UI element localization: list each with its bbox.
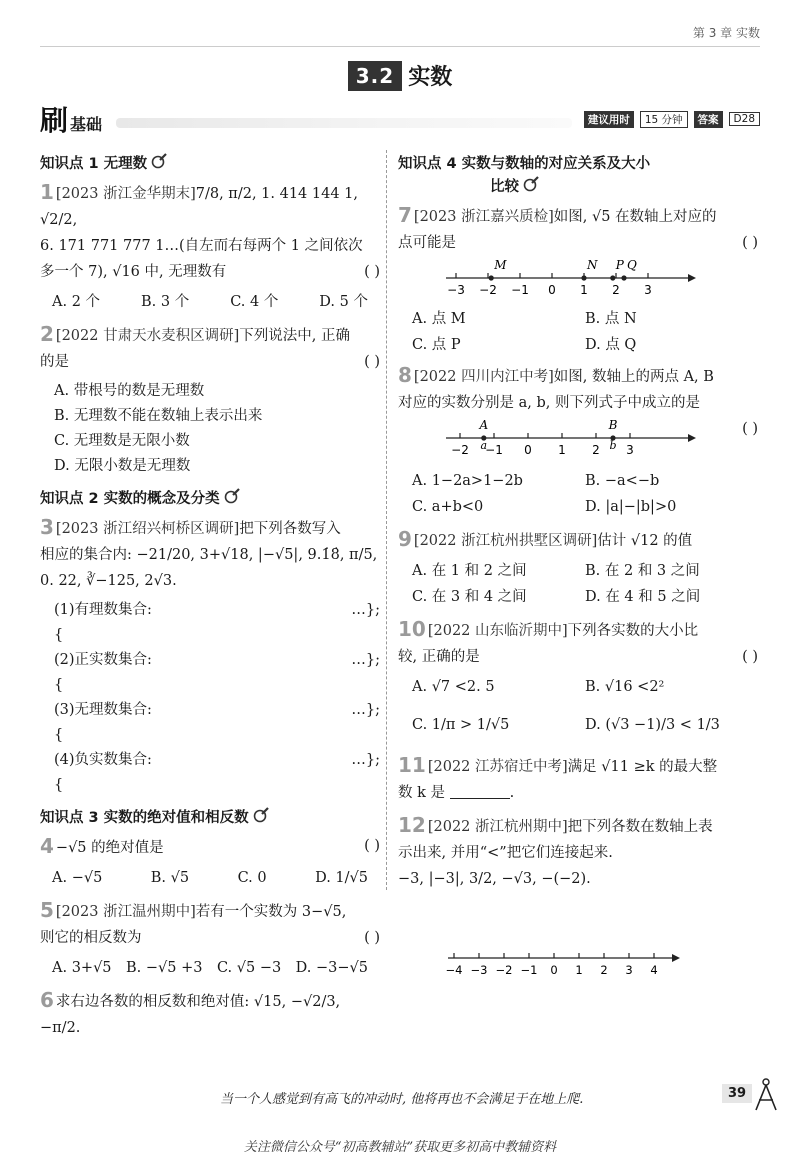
question-text: 下列说法中, 正确: [239, 328, 350, 344]
option-c[interactable]: C. 0: [237, 870, 267, 886]
pen-circle-icon: [523, 176, 539, 192]
knowledge-point-3: 知识点 3 实数的绝对值和相反数: [40, 806, 380, 827]
time-tag: 建议用时: [584, 111, 634, 128]
option-d[interactable]: D. 在 4 和 5 之间: [585, 589, 701, 605]
question-number: 11: [398, 753, 426, 777]
tick-label: −3: [470, 963, 488, 977]
set-close: …};: [351, 752, 380, 768]
option-a[interactable]: A. 带根号的数是无理数: [54, 383, 205, 399]
option-b[interactable]: B. 3 个: [141, 294, 190, 310]
answer-page: D28: [729, 112, 760, 126]
question-text: 如图, √5 在数轴上对应的: [553, 209, 717, 225]
set-close: …};: [351, 702, 380, 718]
option-b[interactable]: B. 在 2 和 3 之间: [585, 563, 700, 579]
question-text: 示出来, 并用“<”把它们连接起来.: [398, 845, 613, 861]
option-a[interactable]: A. 在 1 和 2 之间: [412, 563, 527, 579]
knowledge-point-2: 知识点 2 实数的概念及分类: [40, 487, 380, 508]
chapter-header: 第 3 章 实数: [692, 26, 760, 40]
knowledge-point-4-cont: 比较: [490, 175, 758, 196]
option-c[interactable]: C. √5 −3: [216, 960, 282, 976]
question-source: [2022 甘肃天水麦积区调研]: [55, 328, 240, 344]
question-text: 多一个 7), √16 中, 无理数有: [40, 264, 227, 280]
question-number: 3: [40, 515, 54, 539]
point-variable: a: [480, 439, 488, 452]
answer-blank[interactable]: [164, 648, 351, 698]
practice-banner: [40, 104, 760, 137]
question-4: [40, 833, 380, 861]
question-5: [40, 897, 380, 951]
tick-label: 2: [612, 283, 620, 297]
question-text: 0. 22, ∛−125, 2√3.: [40, 573, 177, 589]
point-marker: [581, 275, 586, 280]
answer-parentheses[interactable]: ( ): [364, 838, 380, 854]
question-text: 7/8, π/2, 1. 414 144 1, √2/2,: [40, 186, 359, 228]
answer-parentheses[interactable]: ( ): [364, 930, 380, 946]
option-a[interactable]: A. √7 <2. 5: [412, 679, 495, 695]
option-c[interactable]: C. a+b<0: [412, 499, 484, 515]
answer-parentheses[interactable]: ( ): [364, 264, 380, 280]
tick-label: 2: [600, 963, 608, 977]
tick-label: 0: [548, 283, 556, 297]
compass-icon: [752, 1078, 780, 1112]
question-7: [398, 202, 758, 256]
question-source: [2022 浙江杭州期中]: [427, 819, 568, 835]
set-line: [40, 748, 380, 798]
option-c[interactable]: C. 1/π > 1/√5: [412, 717, 510, 733]
question-number: 7: [398, 203, 412, 227]
column-divider: [386, 150, 387, 890]
tick-label: 0: [524, 443, 532, 457]
question-source: [2022 四川内江中考]: [413, 369, 554, 385]
question-10: [398, 616, 758, 670]
question-10-options: [398, 674, 758, 738]
set-label: (4)负实数集合: {: [54, 752, 152, 793]
answer-parentheses[interactable]: ( ): [742, 649, 758, 665]
question-number: 2: [40, 322, 54, 346]
answer-blank[interactable]: [164, 748, 351, 798]
number-line-q8: [438, 420, 698, 462]
question-number: 9: [398, 527, 412, 551]
answer-parentheses[interactable]: ( ): [364, 354, 380, 370]
tick-label: 4: [650, 963, 658, 977]
pen-circle-icon: [151, 153, 167, 169]
knowledge-point-1: 知识点 1 无理数: [40, 152, 380, 173]
question-text: 估计 √12 的值: [597, 533, 693, 549]
option-d[interactable]: D. 点 Q: [585, 337, 637, 353]
question-text: 6. 171 771 777 1…(自左而右每两个 1 之间依次: [40, 238, 363, 254]
option-c[interactable]: C. 在 3 和 4 之间: [412, 589, 527, 605]
answer-tag: 答案: [694, 111, 723, 128]
set-label: (2)正实数集合: {: [54, 652, 152, 693]
tick-label: 3: [626, 443, 634, 457]
point-label: A: [479, 420, 489, 432]
set-close: …};: [351, 602, 380, 618]
point-label: P: [615, 260, 624, 272]
point-label: N: [587, 260, 598, 272]
question-8-options: [398, 468, 758, 520]
tick-label: 1: [558, 443, 566, 457]
tick-label: 3: [644, 283, 652, 297]
question-12: [398, 812, 758, 892]
set-label: (3)无理数集合: {: [54, 702, 152, 743]
question-source: [2022 山东临沂期中]: [427, 623, 568, 639]
motivational-quote: 当一个人感觉到有高飞的冲动时, 他将再也不会满足于在地上爬.: [220, 1092, 584, 1107]
point-variable: b: [609, 439, 617, 452]
question-text: −3, |−3|, 3/2, −√3, −(−2).: [398, 871, 591, 887]
set-label: (1)有理数集合: {: [54, 602, 152, 643]
pen-circle-icon: [224, 488, 240, 504]
question-number: 12: [398, 813, 426, 837]
set-line: [40, 698, 380, 748]
section-number: 3.2: [348, 61, 402, 91]
option-a[interactable]: A. 2 个: [52, 294, 101, 310]
page-number: 39: [722, 1084, 752, 1103]
question-7-options: [398, 306, 758, 358]
tick-label: 3: [625, 963, 633, 977]
option-a[interactable]: A. 1−2a>1−2b: [412, 473, 523, 489]
answer-blank[interactable]: [164, 598, 351, 648]
question-source: [2023 浙江嘉兴质检]: [413, 209, 554, 225]
tick-label: −1: [485, 443, 503, 457]
tick-label: 0: [550, 963, 558, 977]
point-marker: [621, 275, 626, 280]
question-text: 下列各实数的大小比: [567, 623, 699, 639]
tick-label: −1: [511, 283, 529, 297]
question-text: 对应的实数分别是 a, b, 则下列式子中成立的是: [398, 395, 700, 411]
question-source: [2023 浙江温州期中]: [55, 904, 196, 920]
option-d[interactable]: D. 1/√5: [315, 870, 368, 886]
set-line: [40, 598, 380, 648]
question-4-options: [40, 865, 380, 891]
option-c[interactable]: C. 无理数是无限小数: [54, 433, 190, 449]
option-b[interactable]: B. √16 <2²: [585, 679, 665, 695]
question-text: 数 k 是: [398, 785, 446, 801]
question-text: 则它的相反数为: [40, 930, 142, 946]
point-marker: [489, 275, 494, 280]
question-text: 点可能是: [398, 235, 456, 251]
banner-brush-char: 刷: [40, 104, 69, 137]
brush-stroke-decoration: [116, 118, 572, 128]
tick-label: −3: [447, 283, 465, 297]
right-column: [398, 148, 758, 990]
option-d[interactable]: D. 无限小数是无理数: [54, 458, 191, 474]
option-c[interactable]: C. 4 个: [230, 294, 279, 310]
time-value: 15 分钟: [640, 111, 688, 128]
point-label: M: [494, 260, 507, 272]
question-number: 1: [40, 180, 54, 204]
question-text: 如图, 数轴上的两点 A, B: [553, 369, 714, 385]
tick-label: 2: [592, 443, 600, 457]
tick-label: −2: [479, 283, 497, 297]
question-number: 6: [40, 988, 54, 1012]
option-d[interactable]: D. |a|−|b|>0: [585, 499, 677, 515]
answer-parentheses[interactable]: ( ): [742, 421, 758, 437]
option-d[interactable]: D. (√3 −1)/3 < 1/3: [585, 717, 720, 733]
tick-label: −2: [451, 443, 469, 457]
set-close: …};: [351, 652, 380, 668]
banner-level: 基础: [70, 114, 103, 134]
question-3: [40, 514, 380, 594]
question-text: 若有一个实数为 3−√5,: [195, 904, 347, 920]
option-b[interactable]: B. √5: [150, 870, 190, 886]
answer-parentheses[interactable]: ( ): [742, 235, 758, 251]
question-source: [2022 浙江杭州拱墅区调研]: [413, 533, 598, 549]
pen-circle-icon: [253, 807, 269, 823]
header-divider: [40, 46, 760, 47]
question-text: 较, 正确的是: [398, 649, 480, 665]
question-number: 10: [398, 617, 426, 641]
point-label: B: [608, 420, 618, 432]
question-text: −√5 的绝对值是: [55, 840, 164, 856]
question-5-options: [40, 955, 380, 981]
question-9: [398, 526, 758, 554]
question-11: 11 [2022 江苏宿迁中考]满足 √11 ≥k 的最大整 数 k 是 .: [398, 753, 718, 801]
tick-label: −4: [445, 963, 463, 977]
left-column: [40, 148, 380, 1045]
option-d[interactable]: D. 5 个: [319, 294, 368, 310]
question-6: [40, 987, 380, 1041]
banner-meta: [584, 111, 760, 128]
option-a[interactable]: A. 点 M: [412, 311, 466, 327]
bottom-note: 关注微信公众号“初高教辅站”获取更多初高中教辅资料: [243, 1140, 557, 1155]
question-source: [2022 江苏宿迁中考]: [427, 759, 568, 775]
option-a[interactable]: A. −√5: [52, 870, 103, 886]
number-line-q12: [444, 944, 684, 984]
option-a[interactable]: A. 3+√5: [52, 960, 112, 976]
question-text: 求右边各数的相反数和绝对值: √15, −√2/3, −π/2.: [40, 994, 341, 1036]
option-d[interactable]: D. −3−√5: [295, 960, 368, 976]
knowledge-point-4: 知识点 4 实数与数轴的对应关系及大小: [398, 156, 651, 172]
tick-label: 1: [575, 963, 583, 977]
tick-label: −1: [520, 963, 538, 977]
question-2: [40, 321, 380, 375]
point-label: Q: [627, 260, 637, 272]
question-1: [40, 179, 380, 285]
question-text: 相应的集合内: −21/20, 3+√18, |−√5|, 9.1̇8̇, π/5,: [40, 547, 378, 563]
question-text: 的是: [40, 354, 69, 370]
question-1-options: [40, 289, 380, 315]
question-text: 把下列各数写入: [239, 521, 341, 537]
option-b[interactable]: B. 无理数不能在数轴上表示出来: [54, 408, 263, 424]
tick-label: −2: [495, 963, 513, 977]
question-text: 满足 √11 ≥k 的最大整: [567, 759, 718, 775]
question-9-options: [398, 558, 758, 610]
question-source: [2023 浙江金华期末]: [55, 186, 196, 202]
number-line-q7: [438, 260, 698, 300]
option-b[interactable]: B. −a<−b: [585, 473, 660, 489]
option-c[interactable]: C. 点 P: [412, 337, 461, 353]
answer-blank[interactable]: [164, 698, 351, 748]
set-line: [40, 648, 380, 698]
option-b[interactable]: B. 点 N: [585, 311, 637, 327]
section-name: 实数: [408, 65, 453, 90]
option-b[interactable]: B. −√5 +3: [126, 960, 203, 976]
question-number: 5: [40, 898, 54, 922]
answer-blank[interactable]: [450, 783, 510, 799]
point-marker: [610, 275, 615, 280]
question-8: [398, 362, 758, 437]
section-title: [0, 60, 800, 91]
question-number: 8: [398, 363, 412, 387]
question-number: 4: [40, 834, 54, 858]
question-source: [2023 浙江绍兴柯桥区调研]: [55, 521, 240, 537]
tick-label: 1: [580, 283, 588, 297]
question-text: 把下列各数在数轴上表: [567, 819, 713, 835]
